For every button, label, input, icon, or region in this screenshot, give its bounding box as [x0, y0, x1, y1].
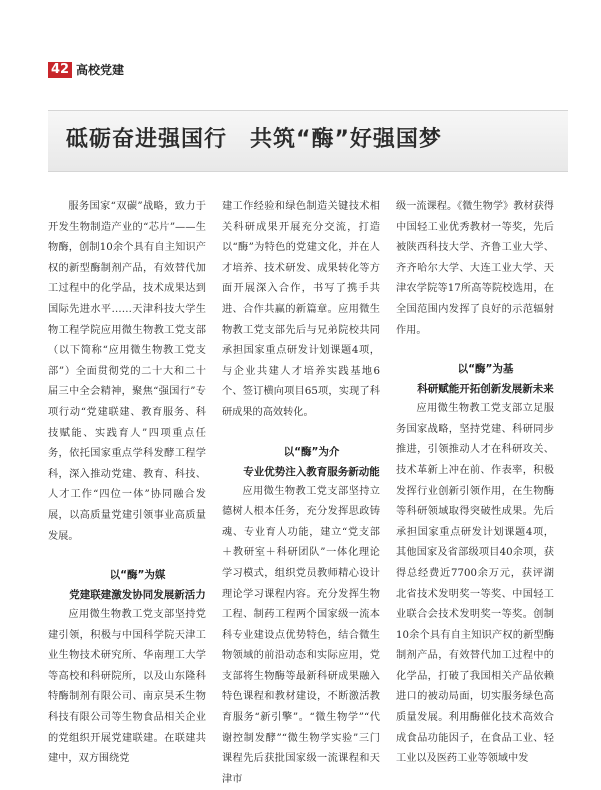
title-banner	[48, 110, 568, 172]
paragraph: 建工作经验和绿色制造关键技术相关科研成果开展充分交流，打造以“酶”为特色的党建文化，并在人才培养、技术研发、成果转化等方面开展深入合作，书写了携手共进、合作共赢的新篇章。应用微生物教工党支部先后与兄弟院校共同承担国家重点研发计划课题4项，与企业共建人才培养实践基地6个、签订横向项目65项，实现了科研成果的高效转化。	[222, 201, 380, 418]
paragraph: 应用微生物教工党支部坚持立德树人根本任务，充分发挥思政铸魂、专业育人功能，建立“党支部＋教研室＋科研团队”一体化理论学习模式，组织党员教师精心设计理论学习课程内容。充分发挥生物工程、制药工程两个国家级一流本科专业建设点优势特色，结合微生物领域的前沿动态和实际应用，党支部将生物酶等最新科研成果融入特色课程和教材建设，不断激活教育服务“新引擎”。“微生物学”“代谢控制发酵”“微生物学实验”三门课程先后获批国家级一流课程和天津市	[222, 485, 380, 785]
page-number: 42	[48, 62, 72, 78]
section-name: 高校党建	[76, 63, 125, 77]
subheading-line: 科研赋能开拓创新发展新未来	[417, 383, 554, 396]
paragraph: 应用微生物教工党支部坚持党建引领，积极与中国科学院天津工业生物技术研究所、华南理工大学等高校和科研院所，以及山东隆科特酶制剂有限公司、南京昊禾生物科技有限公司等生物食品相关企业的党组织开展党建联建。在联建共建中，双方围绕党	[48, 609, 206, 765]
subheading-line: 以“酶”为介	[283, 445, 340, 458]
article-title: 砥砺奋进强国行 共筑“酶”好强国梦	[66, 127, 442, 152]
subheading-line: 专业优势注入教育服务新动能	[243, 465, 380, 478]
paragraph: 服务国家“双碳”战略，致力于开发生物制造产业的“芯片”——生物酶，创制10余个具有自主知识产权的新型酶制剂产品，有效替代加工过程中的化学品，技术成果达到国际先进水平……天津科技大学生物工程学院应用微生物教工党支部（以下简称“应用微生物教工党支部”）全面贯彻党的二十大和二十届三中全会精神，聚焦“强国行”专项行动“党建联建、教育服务、科技赋能、实践育人”四项重点任务，依托国家重点学科发酵工程学科，深入推动党建、教育、科技、人才工作“四位一体”协同融合发展，以高质量党建引领事业高质量发展。	[48, 201, 206, 542]
article-column-3	[396, 197, 554, 770]
paragraph: 应用微生物教工党支部立足服务国家战略，坚持党建、科研同步推进，引领推动人才在科研攻关、技术革新上冲在前、作表率，积极发挥行业创新引领作用，在生物酶等科研领域取得突破性成果。先后承担国家重点研发计划课题4项，其他国家及省部级项目40余项，获得总经费近7700余万元，获评湖北省技术发明奖一等奖、中国轻工业联合会技术发明奖一等奖。创制10余个具有自主知识产权的新型酶制剂产品，有效替代加工过程中的化学品，打破了我国相关产品依赖进口的被动局面，切实服务绿色高质量发展。利用酶催化技术高效合成食品功能因子，在食品工业、轻工业以及医药工业等领域中发	[396, 403, 554, 765]
subheading-line: 以“酶”为媒	[109, 569, 166, 582]
article-column-2	[222, 197, 380, 790]
subheading-line: 以“酶”为基	[457, 363, 514, 376]
subheading-line: 党建联建激发协同发展新活力	[69, 589, 206, 602]
paragraph: 级一流课程。《微生物学》教材获得中国轻工业优秀教材一等奖，先后被陕西科技大学、齐鲁工业大学、齐齐哈尔大学、大连工业大学、天津农学院等17所高等院校选用，在全国范围内发挥了良好的示范辐射作用。	[396, 201, 554, 336]
article-column-1	[48, 197, 206, 770]
page-header	[48, 60, 568, 80]
